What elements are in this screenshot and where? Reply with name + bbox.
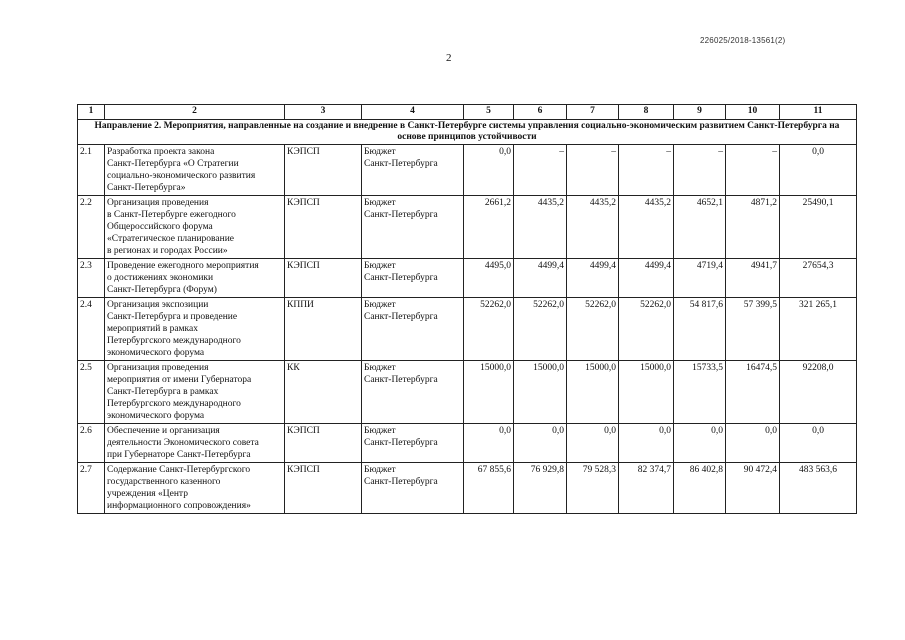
col-header-2: 2 — [105, 105, 285, 120]
value-col-8: 4499,4 — [619, 259, 674, 298]
activity-name — [105, 298, 285, 361]
value-col-10: 4871,2 — [726, 196, 780, 259]
value-col-8: 52262,0 — [619, 298, 674, 361]
activity-name-line: экономического форума — [107, 348, 205, 358]
value-col-8: 15000,0 — [619, 361, 674, 424]
value-col-5: 52262,0 — [464, 298, 514, 361]
value-col-11-total: 25490,1 — [780, 196, 857, 259]
funding-source-line: Бюджет — [364, 363, 396, 373]
col-header-5: 5 — [464, 105, 514, 120]
value-col-11-total: 92208,0 — [780, 361, 857, 424]
funding-source — [362, 196, 464, 259]
value-col-10: 57 399,5 — [726, 298, 780, 361]
activity-name-line: Разработка проекта закона — [107, 147, 215, 157]
value-col-8: 82 374,7 — [619, 463, 674, 514]
funding-source-line: Санкт-Петербурга — [364, 375, 438, 385]
row-index: 2.6 — [78, 424, 105, 463]
value-col-6: 76 929,8 — [514, 463, 567, 514]
funding-source-line: Санкт-Петербурга — [364, 438, 438, 448]
value-col-7: 15000,0 — [567, 361, 619, 424]
value-col-11-total: 321 265,1 — [780, 298, 857, 361]
funding-source — [362, 463, 464, 514]
activity-name-line: Проведение ежегодного мероприятия — [107, 261, 259, 271]
value-col-5: 0,0 — [464, 424, 514, 463]
value-col-9: 4652,1 — [674, 196, 726, 259]
activity-name-line: Петербургского международного — [107, 399, 241, 409]
section-title: Направление 2. Мероприятия, направленные на создание и внедрение в Санкт-Петербурге системы управления социально-экономическим развитием Санкт-Петербурга на основе принципов устойчивости — [78, 120, 857, 145]
funding-source — [362, 424, 464, 463]
value-col-10: 0,0 — [726, 424, 780, 463]
col-header-11: 11 — [780, 105, 857, 120]
activity-name-line: Организация проведения — [107, 363, 209, 373]
value-col-7: 4499,4 — [567, 259, 619, 298]
funding-source-line: Санкт-Петербурга — [364, 477, 438, 487]
activity-name — [105, 196, 285, 259]
funding-source — [362, 298, 464, 361]
activity-name-line: в регионах и городах России» — [107, 246, 228, 256]
value-col-7: – — [567, 145, 619, 196]
col-header-6: 6 — [514, 105, 567, 120]
value-col-6: 4499,4 — [514, 259, 567, 298]
value-col-8: – — [619, 145, 674, 196]
funding-source-line: Бюджет — [364, 147, 396, 157]
funding-source-line: Бюджет — [364, 261, 396, 271]
value-col-11-total: 0,0 — [780, 424, 857, 463]
activity-name — [105, 463, 285, 514]
value-col-10: – — [726, 145, 780, 196]
section-header-row — [78, 120, 857, 145]
table-row — [78, 196, 857, 259]
funding-source-line: Санкт-Петербурга — [364, 312, 438, 322]
funding-source-line: Бюджет — [364, 198, 396, 208]
activity-name-line: о достижениях экономики — [107, 273, 214, 283]
funding-source — [362, 361, 464, 424]
activity-name — [105, 145, 285, 196]
row-index: 2.4 — [78, 298, 105, 361]
responsible-agency: КППИ — [285, 298, 362, 361]
value-col-5: 4495,0 — [464, 259, 514, 298]
value-col-7: 52262,0 — [567, 298, 619, 361]
value-col-6: 0,0 — [514, 424, 567, 463]
value-col-6: 52262,0 — [514, 298, 567, 361]
row-index: 2.2 — [78, 196, 105, 259]
activity-name-line: в Санкт-Петербурге ежегодного — [107, 210, 236, 220]
value-col-9: 54 817,6 — [674, 298, 726, 361]
activity-name-line: мероприятия от имени Губернатора — [107, 375, 252, 385]
funding-source-line: Бюджет — [364, 426, 396, 436]
value-col-7: 79 528,3 — [567, 463, 619, 514]
funding-source — [362, 145, 464, 196]
value-col-11-total: 483 563,6 — [780, 463, 857, 514]
value-col-8: 0,0 — [619, 424, 674, 463]
activity-name-line: при Губернаторе Санкт-Петербурга — [107, 450, 251, 460]
column-number-row — [78, 105, 857, 120]
activity-name-line: Петербургского международного — [107, 336, 241, 346]
responsible-agency: КЭПСП — [285, 196, 362, 259]
activity-name-line: Обеспечение и организация — [107, 426, 220, 436]
program-table — [77, 104, 857, 514]
value-col-11-total: 0,0 — [780, 145, 857, 196]
activity-name-line: учреждения «Центр — [107, 489, 188, 499]
col-header-1: 1 — [78, 105, 105, 120]
value-col-7: 4435,2 — [567, 196, 619, 259]
funding-source-line: Санкт-Петербурга — [364, 273, 438, 283]
activity-name-line: Санкт-Петербурга в рамках — [107, 387, 219, 397]
activity-name-line: экономического форума — [107, 411, 205, 421]
activity-name-line: Организация экспозиции — [107, 300, 209, 310]
activity-name — [105, 361, 285, 424]
activity-name-line: Общероссийского форума — [107, 222, 213, 232]
funding-source-line: Санкт-Петербурга — [364, 159, 438, 169]
row-index: 2.3 — [78, 259, 105, 298]
table-row — [78, 259, 857, 298]
value-col-9: 4719,4 — [674, 259, 726, 298]
activity-name-line: Санкт-Петербурга (Форум) — [107, 285, 217, 295]
funding-source-line: Бюджет — [364, 465, 396, 475]
value-col-9: – — [674, 145, 726, 196]
table-row — [78, 145, 857, 196]
activity-name-line: Организация проведения — [107, 198, 209, 208]
value-col-10: 4941,7 — [726, 259, 780, 298]
activity-name-line: мероприятий в рамках — [107, 324, 198, 334]
value-col-8: 4435,2 — [619, 196, 674, 259]
document-id-stamp: 226025/2018-13561(2) — [700, 36, 786, 45]
funding-source-line: Бюджет — [364, 300, 396, 310]
value-col-6: 15000,0 — [514, 361, 567, 424]
responsible-agency: КЭПСП — [285, 463, 362, 514]
activity-name-line: «Стратегическое планирование — [107, 234, 235, 244]
responsible-agency: КЭПСП — [285, 145, 362, 196]
table-row — [78, 298, 857, 361]
activity-name — [105, 259, 285, 298]
value-col-5: 15000,0 — [464, 361, 514, 424]
table-row — [78, 424, 857, 463]
col-header-3: 3 — [285, 105, 362, 120]
col-header-10: 10 — [726, 105, 780, 120]
table-row — [78, 463, 857, 514]
table-row — [78, 361, 857, 424]
value-col-5: 2661,2 — [464, 196, 514, 259]
col-header-9: 9 — [674, 105, 726, 120]
activity-name-line: информационного сопровождения» — [107, 501, 251, 511]
value-col-6: – — [514, 145, 567, 196]
col-header-7: 7 — [567, 105, 619, 120]
responsible-agency: КЭПСП — [285, 259, 362, 298]
value-col-10: 90 472,4 — [726, 463, 780, 514]
activity-name — [105, 424, 285, 463]
value-col-9: 15733,5 — [674, 361, 726, 424]
col-header-4: 4 — [362, 105, 464, 120]
page-number: 2 — [446, 52, 452, 64]
activity-name-line: Санкт-Петербурга» — [107, 183, 186, 193]
funding-source-line: Санкт-Петербурга — [364, 210, 438, 220]
activity-name-line: Содержание Санкт-Петербургского — [107, 465, 251, 475]
activity-name-line: социально-экономического развития — [107, 171, 256, 181]
activity-name-line: деятельности Экономического совета — [107, 438, 259, 448]
value-col-7: 0,0 — [567, 424, 619, 463]
value-col-6: 4435,2 — [514, 196, 567, 259]
activity-name-line: Санкт-Петербурга «О Стратегии — [107, 159, 239, 169]
value-col-10: 16474,5 — [726, 361, 780, 424]
funding-source — [362, 259, 464, 298]
value-col-11-total: 27654,3 — [780, 259, 857, 298]
activity-name-line: Санкт-Петербурга и проведение — [107, 312, 238, 322]
row-index: 2.5 — [78, 361, 105, 424]
row-index: 2.1 — [78, 145, 105, 196]
value-col-9: 0,0 — [674, 424, 726, 463]
value-col-9: 86 402,8 — [674, 463, 726, 514]
col-header-8: 8 — [619, 105, 674, 120]
responsible-agency: КЭПСП — [285, 424, 362, 463]
activity-name-line: государственного казенного — [107, 477, 221, 487]
value-col-5: 0,0 — [464, 145, 514, 196]
responsible-agency: КК — [285, 361, 362, 424]
value-col-5: 67 855,6 — [464, 463, 514, 514]
row-index: 2.7 — [78, 463, 105, 514]
